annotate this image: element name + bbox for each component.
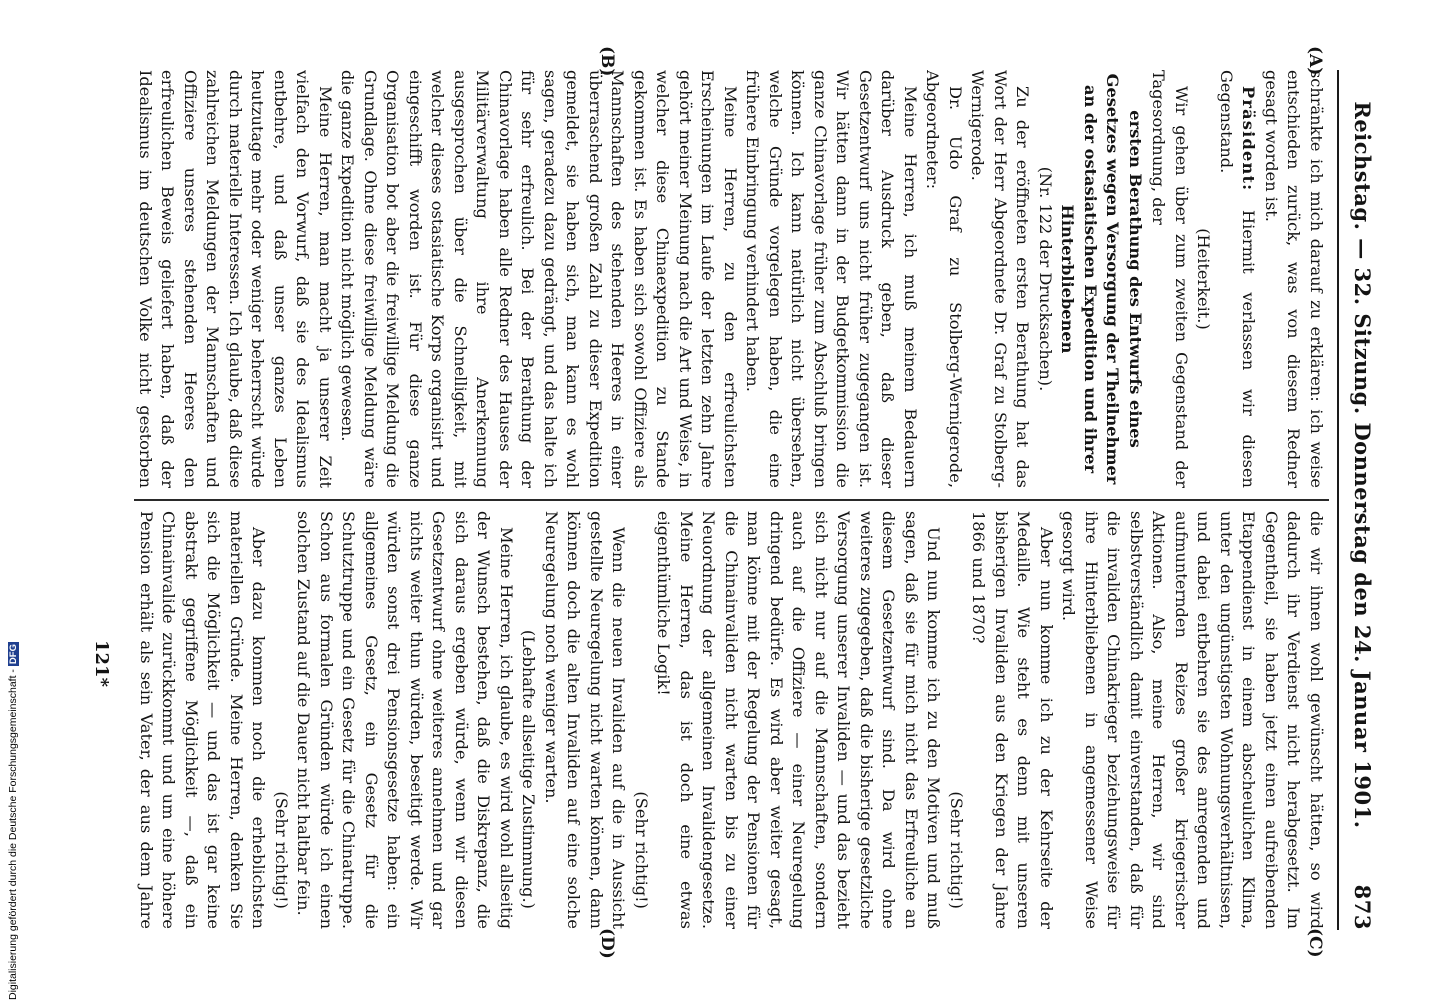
reaction: (Heiterkeit.) [1194, 228, 1214, 330]
margin-marker-b: (B) [597, 46, 617, 77]
speaker-intro: Dr. Udo Graf zu Stolberg-Wernigerode, Abgeordneter: [923, 70, 965, 488]
reaction: (Sehr richtig!) [272, 791, 291, 909]
reaction: (Sehr richtig!) [947, 791, 966, 909]
paragraph: Meine Herren, ich muß meinem Bedauern darüber Ausdruck geben, daß dieser Gesetzentwurf uns nicht früher zugegangen ist. Wir hätten dann in der Budgetkommission die ganze Chinavorlage früher zum Abschluß bringen können. Ich kann natürlich nicht übersehen, welche Gründe vorgelegen haben, die eine frühere Einbringung verhindert haben. [743, 70, 920, 488]
paragraph: schränkte ich mich darauf zu erklären: ich weise entschieden zurück, was von diesem Redner gesagt worden ist. [1262, 70, 1326, 488]
document-page [77, 40, 1397, 960]
paragraph-text: Hiermit verlassen wir diesen Gegenstand. [1217, 70, 1259, 488]
drucksache-reference: (Nr. 122 der Drucksachen). [1036, 166, 1055, 392]
page-header-title: Reichstag. — 32. Sitzung. Donnerstag den 24. Januar 1901. [1350, 101, 1375, 829]
speaker-label: Präsident: [1239, 86, 1259, 192]
paragraph: Aber nun komme ich zu der Kehrseite der Medaille. Wie steht es denn mit unseren bisherigen Invaliden aus den Kriegen der Jahre 1866 und 1870? [969, 511, 1056, 929]
margin-marker-d: (D) [597, 928, 617, 959]
credit-text: Digitalisierung gefördert durch die Deutsche Forschungsgemeinschaft - [7, 669, 19, 1000]
paragraph: Meine Herren, man macht ja unserer Zeit vielfach den Vorwurf, daß sie des Idealismus entbehre, und daß unser ganzes Leben heutzutage mehr oder weniger beherrscht würde durch materielle Interessen. Ich glaube, daß diese zahlreichen Meldungen der Mannschaften und Offiziere unseres stehenden Heeres den erfreulichen Beweis geliefert haben, daß der Idealismus im deutschen Volke nicht gestorben [136, 70, 335, 488]
paragraph: Wir gehen über zum zweiten Gegenstand der Tagesordnung, der [1149, 70, 1191, 488]
bill-title: ersten Berathung des Entwurfs eines Gesetzes wegen Versorgung der Theilnehmer an der ostasiatischen Expedition und ihrer Hinterbliebenen [1058, 73, 1145, 485]
page-number: 873 [1350, 884, 1375, 930]
paragraph: Aber dazu kommen noch die erheblichsten materiellen Gründe. Meine Herren, denken Sie sich die Möglichkeit — und das ist gar keine abstrakt gegriffene Möglichkeit —, daß ein Chinainvalide zurückkommt und um eine höhere Pension erhält als sein Vater, der aus dem Jahre [137, 511, 269, 929]
paragraph: Wenn die neuen Invaliden auf die in Aussicht gestellte Neuregelung nicht warten können, dann können doch die alten Invaliden auf eine solche Neuregelung noch weniger warten. [542, 511, 629, 929]
paragraph: Meine Herren, zu den erfreulichsten Erscheinungen im Laufe der letzten zehn Jahre gehört meiner Meinung nach die Art und Weise, in welcher diese Chinaexpedition zu Stande gekommen ist. Es haben sich sowohl Offiziere als Mannschaften des stehenden Heeres in einer überraschend großen Zahl zu dieser Expedition gemeldet, sie haben sich, man kann es wohl sagen, geradezu dazu gedrängt, und das halte ich für sehr erfreulich. Bei der Berathung der Chinavorlage haben alle Redner des Hauses der Militärverwaltung ihre Anerkennung ausgesprochen über die Schnelligkeit, mit welcher dieses ostasiatische Korps organisirt und eingeschifft worden ist. Für diese ganze Organisation bot aber die freiwillige Meldung die Grundlage. Ohne diese freiwillige Meldung wäre die ganze Expedition nicht möglich gewesen. [338, 70, 740, 488]
paragraph: die wir ihnen wohl gewünscht hätten, so wird dadurch ihr Verdienst nicht herabgesetzt. Im Gegentheil, sie haben jetzt einen aufreibenden Etappendienst in einem abscheulichen Klima, unter den ungünstigsten Wohnungsverhältnissen, und dabei entbehren sie des anregenden und aufmunternden Reizes großer kriegerischer Aktionen. Also, meine Herren, wir sind selbstverständlich damit einverstanden, daß für die invaliden Chinakrieger beziehungsweise für ihre Hinterbliebenen in angemessener Weise gesorgt wird. [1059, 511, 1326, 929]
paragraph: Zu der eröffneten ersten Berathung hat das Wort der Herr Abgeordnete Dr. Graf zu Stolberg-Wernigerode. [968, 70, 1033, 488]
left-column [132, 70, 1327, 488]
paragraph [1215, 70, 1260, 488]
reaction: (Sehr richtig!) [632, 791, 651, 909]
paragraph: Meine Herren, ich glaube, es wird wohl allseitig der Wunsch bestehen, daß die Diskrepanz, die sich daraus ergeben würde, wenn wir diesen Gesetzentwurf ohne weiteres annehmen und gar nichts weiter thun würden, beseitigt werde. Wir würden sonst drei Pensionsgesetze haben: ein allgemeines Gesetz, ein Gesetz für die Schutztruppe und ein Gesetz für die Chinatruppe. Schon aus formalen Gründen würde ich einen solchen Zustand auf die Dauer nicht haltbar fein. [294, 511, 516, 929]
dfg-logo: DFG [8, 644, 19, 665]
right-column [132, 511, 1327, 929]
margin-marker-a: (A) [1305, 46, 1325, 76]
reaction: (Lebhafte allseitige Zustimmung.) [519, 629, 539, 909]
margin-marker-c: (C) [1305, 928, 1325, 958]
paragraph: Und nun komme ich zu den Motiven und muß sagen, daß sie für mich nicht das Erfreuliche an diesem Gesetzentwurf sind. Da wird ohne weiteres zugegeben, daß die bisherige gesetzliche Versorgung unserer Invaliden — und das bezieht sich nicht nur auf die Mannschaften, sondern auch auf die Offiziere — einer Neuregelung dringend bedürfe. Es wird aber weiter gesagt, man könne mit der Regelung der Pensionen für die Chinainvaliden nicht warten bis zu einer Neuordnung der allgemeinen Invalidengesetze. Meine Herren, das ist doch eine etwas eigenthümliche Logik! [654, 511, 944, 929]
column-rule [134, 499, 1329, 501]
digitization-credit [7, 642, 19, 1000]
page-header [1337, 70, 1379, 930]
sheet-signature: 121* [91, 640, 112, 687]
